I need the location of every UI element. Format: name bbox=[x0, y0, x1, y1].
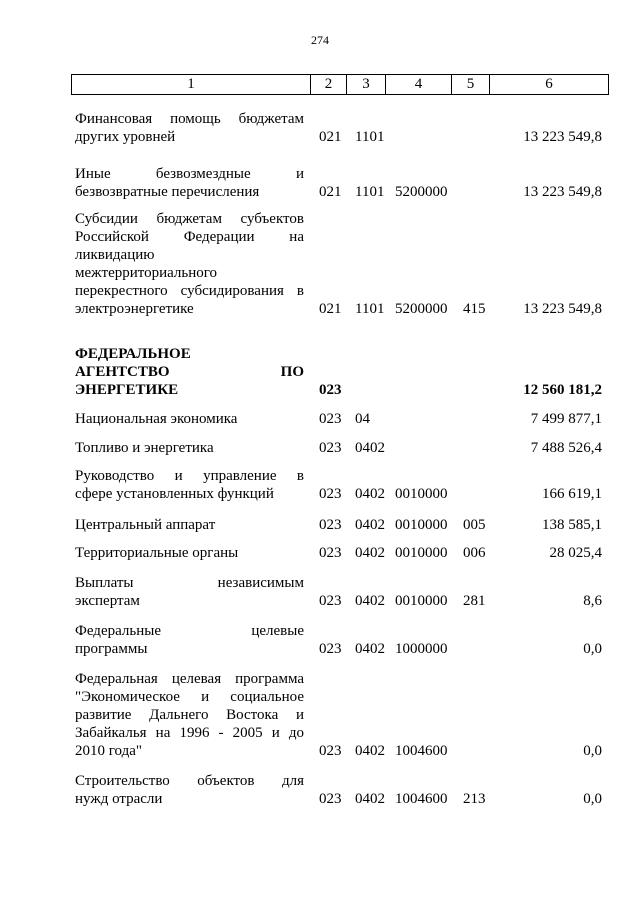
table-row bbox=[0, 165, 640, 201]
table-row bbox=[0, 110, 640, 146]
section-code: 0402 bbox=[355, 593, 385, 609]
table-row bbox=[0, 467, 640, 503]
row-name-line: Руководство и управление в bbox=[75, 468, 304, 484]
target-article-code: 5200000 bbox=[395, 301, 448, 317]
row-name-line: нужд отрасли bbox=[75, 791, 163, 807]
row-name bbox=[75, 165, 304, 201]
row-name-line: безвозвратные перечисления bbox=[75, 184, 260, 200]
section-code: 0402 bbox=[355, 641, 385, 657]
row-name-line: ликвидацию bbox=[75, 247, 155, 263]
amount: 8,6 bbox=[583, 593, 602, 609]
table-row bbox=[0, 410, 640, 428]
table-row bbox=[0, 516, 640, 534]
section-code: 1101 bbox=[355, 301, 385, 317]
row-name-line: Иные безвозмездные и bbox=[75, 166, 304, 182]
row-name-line: Финансовая помощь бюджетам bbox=[75, 111, 304, 127]
ministry-code: 023 bbox=[319, 791, 342, 807]
row-name-line: электроэнергетике bbox=[75, 301, 194, 317]
row-name-line: ФЕДЕРАЛЬНОЕ bbox=[75, 346, 191, 362]
amount: 166 619,1 bbox=[542, 486, 602, 502]
section-code: 04 bbox=[355, 411, 370, 427]
row-name bbox=[75, 467, 304, 503]
row-name-line: Национальная экономика bbox=[75, 411, 238, 427]
row-name-line: Центральный аппарат bbox=[75, 517, 216, 533]
row-name-line: Субсидии бюджетам субъектов bbox=[75, 211, 304, 227]
ministry-code: 021 bbox=[319, 184, 342, 200]
row-name-line: других уровней bbox=[75, 129, 176, 145]
amount: 12 560 181,2 bbox=[523, 382, 602, 398]
section-code: 0402 bbox=[355, 440, 385, 456]
ministry-code: 023 bbox=[319, 593, 342, 609]
target-article-code: 0010000 bbox=[395, 545, 448, 561]
target-article-code: 0010000 bbox=[395, 593, 448, 609]
amount: 0,0 bbox=[583, 743, 602, 759]
row-name-line: Строительство объектов для bbox=[75, 773, 304, 789]
target-article-code: 5200000 bbox=[395, 184, 448, 200]
row-name-line: Федеральные целевые bbox=[75, 623, 304, 639]
expense-type-code: 281 bbox=[463, 593, 486, 609]
column-header-5: 5 bbox=[452, 75, 490, 95]
row-name-line: Российской Федерации на bbox=[75, 229, 304, 245]
expense-type-code: 415 bbox=[463, 301, 486, 317]
amount: 0,0 bbox=[583, 641, 602, 657]
target-article-code: 1004600 bbox=[395, 791, 448, 807]
row-name-line: Топливо и энергетика bbox=[75, 440, 214, 456]
column-header-1: 1 bbox=[72, 75, 311, 95]
row-name-line: 2010 года" bbox=[75, 743, 143, 759]
amount: 13 223 549,8 bbox=[523, 301, 602, 317]
table-row bbox=[0, 210, 640, 318]
ministry-code: 023 bbox=[319, 382, 342, 398]
section-code: 1101 bbox=[355, 184, 385, 200]
row-name bbox=[75, 345, 304, 399]
expense-type-code: 005 bbox=[463, 517, 486, 533]
row-name-line: Территориальные органы bbox=[75, 545, 239, 561]
target-article-code: 1004600 bbox=[395, 743, 448, 759]
section-code: 0402 bbox=[355, 517, 385, 533]
column-header-2: 2 bbox=[311, 75, 347, 95]
section-code: 1101 bbox=[355, 129, 385, 145]
ministry-code: 023 bbox=[319, 517, 342, 533]
column-header-3: 3 bbox=[347, 75, 386, 95]
row-name-line: Забайкалья на 1996 - 2005 и до bbox=[75, 725, 304, 741]
ministry-code: 021 bbox=[319, 129, 342, 145]
section-code: 0402 bbox=[355, 545, 385, 561]
row-name bbox=[75, 439, 304, 457]
column-header-row bbox=[72, 75, 609, 95]
table-row bbox=[0, 439, 640, 457]
ministry-code: 023 bbox=[319, 440, 342, 456]
row-name bbox=[75, 772, 304, 808]
section-code: 0402 bbox=[355, 486, 385, 502]
ministry-code: 023 bbox=[319, 743, 342, 759]
amount: 7 499 877,1 bbox=[530, 411, 602, 427]
row-name-line: экспертам bbox=[75, 593, 140, 609]
ministry-code: 023 bbox=[319, 486, 342, 502]
row-name-line: межтерриториального bbox=[75, 265, 218, 281]
section-code: 0402 bbox=[355, 743, 385, 759]
page-number: 274 bbox=[311, 33, 329, 47]
row-name bbox=[75, 210, 304, 318]
row-name bbox=[75, 574, 304, 610]
column-header-table bbox=[71, 74, 609, 95]
table-row bbox=[0, 622, 640, 658]
target-article-code: 1000000 bbox=[395, 641, 448, 657]
row-name bbox=[75, 110, 304, 146]
table-row bbox=[0, 670, 640, 760]
column-header-6: 6 bbox=[490, 75, 609, 95]
row-name-line: Выплаты независимым bbox=[75, 575, 304, 591]
amount: 7 488 526,4 bbox=[530, 440, 602, 456]
amount: 138 585,1 bbox=[542, 517, 602, 533]
table-row bbox=[0, 574, 640, 610]
ministry-code: 021 bbox=[319, 301, 342, 317]
row-name-line: ЭНЕРГЕТИКЕ bbox=[75, 382, 179, 398]
ministry-code: 023 bbox=[319, 411, 342, 427]
ministry-code: 023 bbox=[319, 545, 342, 561]
expense-type-code: 006 bbox=[463, 545, 486, 561]
ministry-code: 023 bbox=[319, 641, 342, 657]
expense-type-code: 213 bbox=[463, 791, 486, 807]
row-name bbox=[75, 670, 304, 760]
row-name-line: Федеральная целевая программа bbox=[75, 671, 304, 687]
row-name bbox=[75, 516, 304, 534]
target-article-code: 0010000 bbox=[395, 517, 448, 533]
row-name-line: перекрестного субсидирования в bbox=[75, 283, 304, 299]
amount: 13 223 549,8 bbox=[523, 129, 602, 145]
amount: 0,0 bbox=[583, 791, 602, 807]
row-name bbox=[75, 622, 304, 658]
row-name-line: программы bbox=[75, 641, 148, 657]
row-name-line: "Экономическое и социальное bbox=[75, 689, 304, 705]
row-name bbox=[75, 410, 304, 428]
table-row bbox=[0, 772, 640, 808]
row-name-line: сфере установленных функций bbox=[75, 486, 274, 502]
amount: 28 025,4 bbox=[549, 545, 602, 561]
amount: 13 223 549,8 bbox=[523, 184, 602, 200]
target-article-code: 0010000 bbox=[395, 486, 448, 502]
column-header-4: 4 bbox=[386, 75, 452, 95]
table-row bbox=[0, 544, 640, 562]
row-name-line: развитие Дальнего Востока и bbox=[75, 707, 304, 723]
row-name bbox=[75, 544, 304, 562]
section-code: 0402 bbox=[355, 791, 385, 807]
row-name-line: АГЕНТСТВО ПО bbox=[75, 364, 304, 380]
table-row bbox=[0, 345, 640, 399]
